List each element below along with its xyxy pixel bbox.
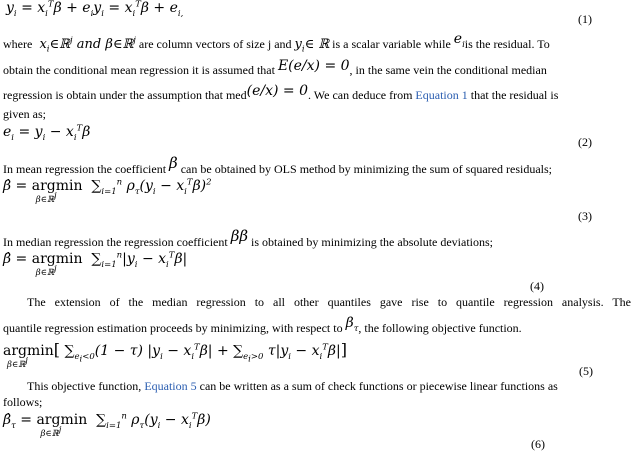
equation-5-number: (5)	[579, 364, 593, 378]
p1-line3b: . We can deduce from	[307, 88, 416, 102]
paragraph-5-line-2: follows;	[3, 395, 43, 409]
p1-inline-math-e: $e_i$	[453, 31, 465, 50]
p1-inline-math-expectation: E(e/x) = 0	[277, 58, 350, 74]
paragraph-1-line-4: given as;	[3, 107, 46, 121]
p4-inline-beta-tau: $\beta_\tau$	[345, 315, 359, 334]
p1-part2: is a scalar variable while	[329, 37, 454, 51]
equation-4: β̂ = argmin β∈ℝ$^j$ $\sum_{i=1}^n|y_i - x_i^T\beta|$	[3, 250, 188, 278]
p2-inline-beta: β	[169, 154, 178, 172]
p4-line2a: quantile regression estimation proceeds by minimizing, with respect to	[3, 321, 346, 335]
equation-1-link[interactable]: Equation 1	[415, 88, 468, 102]
p5-b: can be written as a sum of check functions or piecewise linear functions as	[196, 379, 558, 393]
p1-line3a: regression is obtain under the assumption that med	[3, 88, 247, 102]
p2-a: In mean regression the coefficient	[3, 162, 170, 176]
p1-part3: is the residual. To	[464, 37, 550, 51]
p1-and: and	[76, 37, 102, 52]
p1-inline-math-y: $y_i\in$ ℝ	[294, 37, 330, 55]
eq6-argmin: argmin	[36, 412, 88, 428]
p3-a: In median regression the regression coefficient	[3, 235, 231, 249]
paragraph-4-line-2	[3, 315, 522, 336]
equation-5-link[interactable]: Equation 5	[144, 379, 197, 393]
paragraph-3	[3, 227, 494, 250]
equation-3: β̂ = argmin β∈ℝ$^j$ $\sum_{i=1}^n$ $\rho_\tau(y_i - x_i^T\beta)^2$	[3, 177, 212, 205]
p3-inline-beta: ββ	[230, 227, 249, 245]
p4-line2b: , the following objective function.	[358, 321, 522, 335]
paragraph-4-line-1: The extension of the median regression to all other quantiles gave rise to quantile regression analysis. The	[27, 295, 631, 309]
eq5-argmin: argmin	[3, 343, 54, 359]
equation-5: argmin β∈ℝ$^j$ [ $\sum_{e_i<0}(1 - \tau) |y_i - x_i^T\beta| + \sum_{e_i>0}$ $\tau|y_i - x_i^T\beta|$]	[3, 340, 347, 370]
paragraph-1-line-1	[3, 31, 550, 55]
p1-where: where	[3, 37, 33, 51]
equation-1: $y_i = x_i^T\beta + e_iy_i = x_i^T\beta + e_{i,}$	[6, 0, 184, 19]
equation-2-number: (2)	[578, 135, 592, 149]
p1-inline-math-x: $x_i\in ℝ^j$	[35, 35, 73, 55]
equation-3-number: (3)	[578, 209, 592, 223]
equation-4-number: (4)	[530, 279, 544, 293]
equation-2: $e_i = y_i - x_i^T\beta$	[3, 123, 91, 143]
p2-b: can be obtained by OLS method by minimizing the sum of squared residuals;	[177, 162, 552, 176]
paragraph-5-line-1	[27, 378, 631, 394]
equation-6-number: (6)	[531, 437, 545, 451]
p5-a: This objective function,	[27, 379, 145, 393]
paragraph-2	[3, 154, 552, 177]
p1-part1: are column vectors of size j and	[135, 37, 295, 51]
eq4-argmin: argmin	[31, 251, 83, 267]
p3-b: is obtained by minimizing the absolute deviations;	[248, 235, 494, 249]
p1-line2b: , in the same vein the conditional median	[349, 63, 547, 77]
paragraph-1-line-2	[3, 58, 547, 78]
paragraph-1-line-3	[3, 83, 559, 103]
p1-inline-math-beta: β∈ℝ$^j$	[101, 35, 136, 52]
p1-line3c: that the residual is	[467, 88, 559, 102]
p1-line2a: obtain the conditional mean regression it is assumed that	[3, 63, 278, 77]
equation-1-number: (1)	[578, 12, 592, 26]
eq3-argmin: argmin	[31, 178, 83, 194]
equation-6: $\betâ_\tau = argmin$ β∈ℝ$^j$ $\sum_{i=1}^n$ $\rho_\tau(y_i - x_i^T\beta)$	[3, 411, 211, 439]
p1-inline-math-median: (e/x) = 0	[246, 83, 308, 99]
